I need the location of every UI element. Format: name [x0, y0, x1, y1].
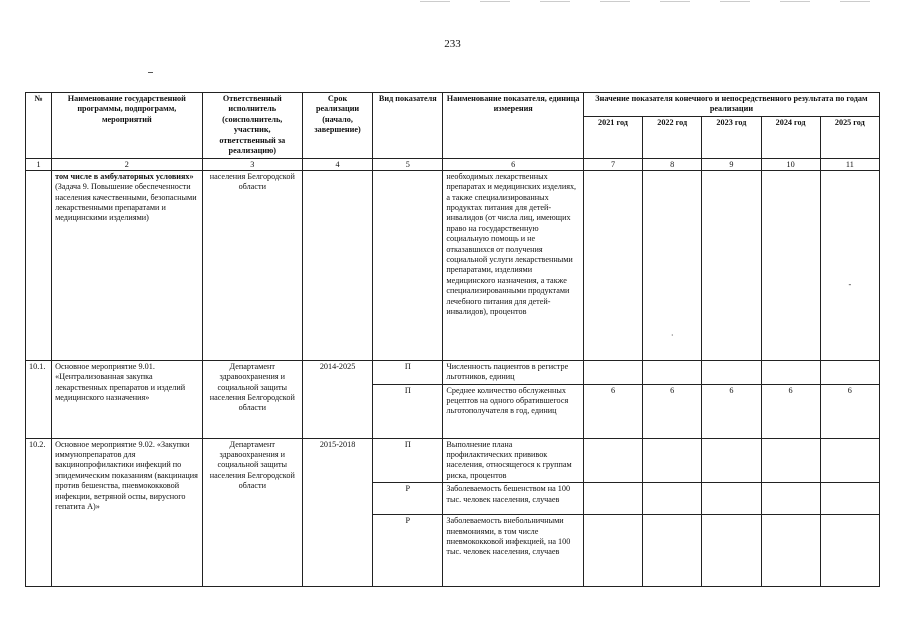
value-2022: [643, 438, 702, 483]
indicator-name-cell: Заболеваемость бешенством на 100 тыс. человек населения, случаев: [443, 483, 583, 515]
value-2024: [761, 170, 820, 360]
value-2023: 6: [702, 384, 761, 438]
program-name-cell: Основное мероприятие 9.01. «Централизованная закупка лекарственных препаратов и изделий медицинского назначения»: [52, 360, 203, 438]
col-number: 4: [302, 158, 372, 170]
indicator-type-cell: Р: [373, 515, 443, 587]
program-name-cell: Основное мероприятие 9.02. «Закупки иммунопрепаратов для вакцинопрофилактики инфекций по эпидемическим показаниям (вакцинация против бешенства, пневмококковой инфекции, ветряной оспы, вирусного гепатита А)»: [52, 438, 203, 587]
col-number: 8: [643, 158, 702, 170]
indicator-name-cell: Выполнение плана профилактических прививок населения, относящегося к группам риска, процентов: [443, 438, 583, 483]
program-name-cell: [52, 170, 203, 360]
header-year-2023: 2023 год: [702, 116, 761, 158]
value-2025: [820, 438, 879, 483]
header-year-2024: 2024 год: [761, 116, 820, 158]
col-number: 9: [702, 158, 761, 170]
col-number: 7: [583, 158, 642, 170]
value-2025: 6: [820, 384, 879, 438]
value-2021: [583, 515, 642, 587]
value-2024: [761, 360, 820, 384]
value-2021: 6: [583, 384, 642, 438]
value-2021: [583, 170, 642, 360]
value-2023: [702, 360, 761, 384]
header-row: [26, 93, 880, 117]
value-2024: [761, 438, 820, 483]
value-2023: [702, 515, 761, 587]
scan-dash-mark: -: [848, 279, 852, 289]
period-cell: [302, 170, 372, 360]
value-2023: [702, 483, 761, 515]
period-cell: 2015-2018: [302, 438, 372, 587]
row-number: 10.2.: [26, 438, 52, 587]
value-2024: [761, 515, 820, 587]
value-2021: [583, 438, 642, 483]
header-indicator-type: Вид показателя: [373, 93, 443, 159]
row-number: [26, 170, 52, 360]
row-number: 10.1.: [26, 360, 52, 438]
indicator-name-cell: Заболеваемость внебольничными пневмониями, в том числе пневмококковой инфекцией, на 100 тыс. человек населения, случаев: [443, 515, 583, 587]
indicator-name-cell: Среднее количество обслуженных рецептов на одного обратившегося льготополучателя в год, единиц: [443, 384, 583, 438]
stray-scan-mark: [148, 72, 153, 73]
scan-dot-mark: ·: [670, 331, 674, 341]
value-2024: [761, 483, 820, 515]
col-number: 1: [26, 158, 52, 170]
value-2025: [820, 170, 879, 360]
value-2025: [820, 360, 879, 384]
executor-cell: Департамент здравоохранения и социальной защиты населения Белгородской области: [202, 360, 302, 438]
col-number: 2: [52, 158, 203, 170]
value-2022: [643, 483, 702, 515]
program-table: [25, 92, 880, 587]
value-2022: [643, 170, 702, 360]
header-year-2025: 2025 год: [820, 116, 879, 158]
value-2022: 6: [643, 384, 702, 438]
period-cell: 2014-2025: [302, 360, 372, 438]
program-name-text: (Задача 9. Повышение обеспеченности населения качественными, безопасными лекарственными препаратами и медицинскими изделиями): [55, 182, 197, 223]
header-number: №: [26, 93, 52, 159]
header-program-name: Наименование государственной программы, подпрограмм, мероприятий: [52, 93, 203, 159]
col-number: 3: [202, 158, 302, 170]
indicator-name-cell: Численность пациентов в регистре льготников, единиц: [443, 360, 583, 384]
header-period: Срок реализации (начало, завершение): [302, 93, 372, 159]
value-2021: [583, 360, 642, 384]
indicator-type-cell: П: [373, 360, 443, 384]
col-number: 11: [820, 158, 879, 170]
table-row: [26, 170, 880, 360]
scan-artifact-line: [420, 1, 900, 2]
value-2025: [820, 483, 879, 515]
indicator-type-cell: [373, 170, 443, 360]
header-indicator-name: Наименование показателя, единица измерения: [443, 93, 583, 159]
indicator-type-cell: Р: [373, 483, 443, 515]
header-year-2022: 2022 год: [643, 116, 702, 158]
col-number: 6: [443, 158, 583, 170]
table-row: [26, 360, 880, 384]
indicator-type-cell: П: [373, 438, 443, 483]
header-values-group: Значение показателя конечного и непосредственного результата по годам реализации: [583, 93, 879, 117]
header-year-2021: 2021 год: [583, 116, 642, 158]
value-2023: [702, 170, 761, 360]
value-2023: [702, 438, 761, 483]
executor-cell: населения Белгородской области: [202, 170, 302, 360]
value-2024: 6: [761, 384, 820, 438]
header-executor: Ответственный исполнитель (соисполнитель, участник, ответственный за реализацию): [202, 93, 302, 159]
page-number: 233: [444, 38, 461, 50]
value-2022: [643, 515, 702, 587]
column-numbers-row: [26, 158, 880, 170]
col-number: 10: [761, 158, 820, 170]
table-row: [26, 438, 880, 483]
value-2022: [643, 360, 702, 384]
col-number: 5: [373, 158, 443, 170]
program-name-bold: том числе в амбулаторных условиях»: [55, 171, 194, 181]
indicator-type-cell: П: [373, 384, 443, 438]
indicator-name-cell: необходимых лекарственных препаратах и медицинских изделиях, а также специализированных продуктах питания для детей-инвалидов (от числа лиц, имеющих право на государственную социальную помощь и не отказавшихся от получения социальной услуги лекарственными препаратами, изделиями медицинского назначения, а также специализированными продуктами лечебного питания для детей-инвалидов), процентов: [443, 170, 583, 360]
value-2025: [820, 515, 879, 587]
executor-cell: Департамент здравоохранения и социальной защиты населения Белгородской области: [202, 438, 302, 587]
value-2021: [583, 483, 642, 515]
